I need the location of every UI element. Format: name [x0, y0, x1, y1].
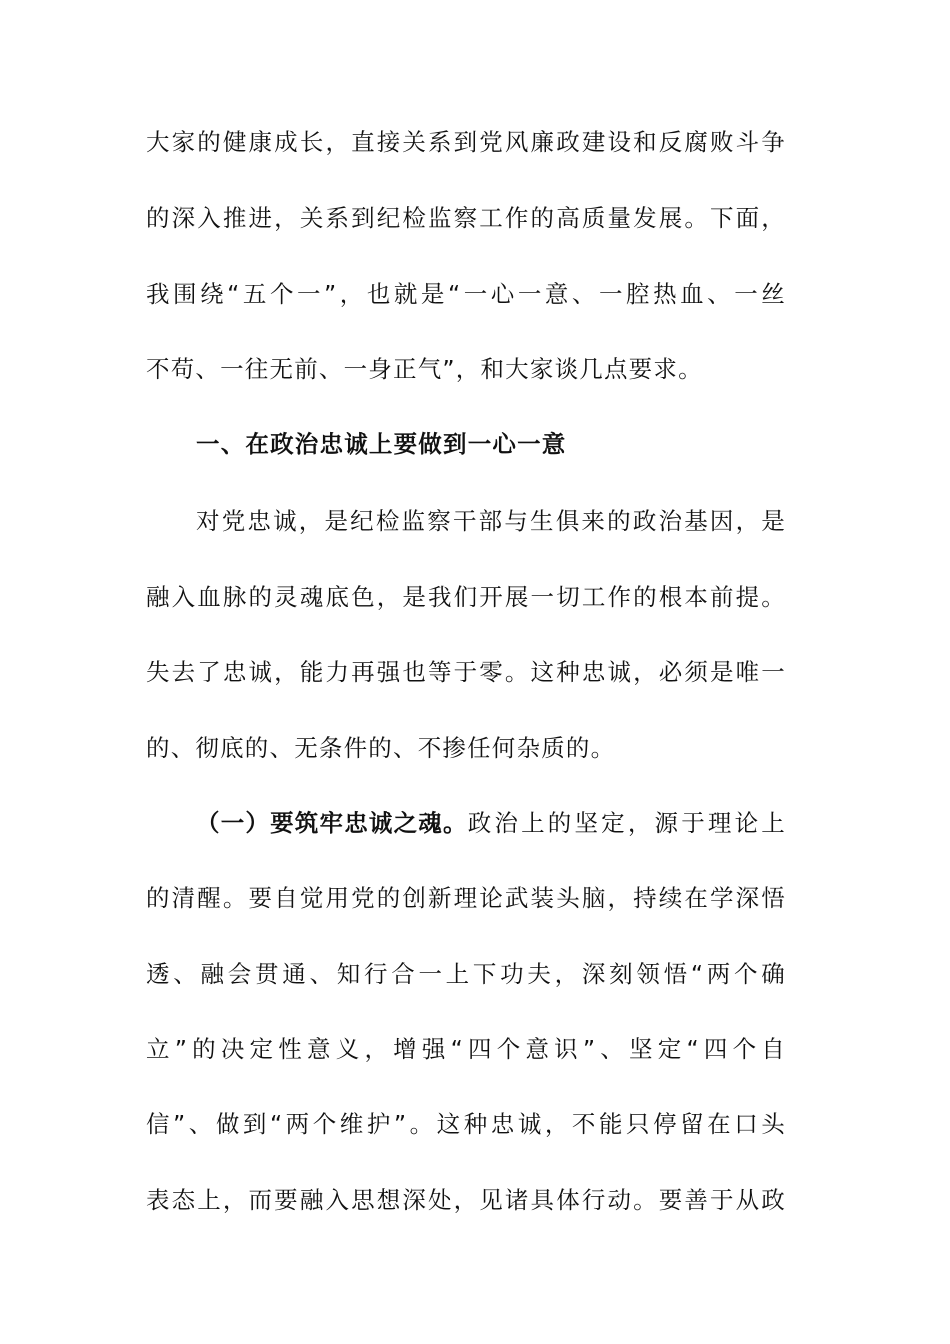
body-text-line: 的深入推进，关系到纪检监察工作的高质量发展。下面， [146, 204, 786, 232]
body-text-line: 融入血脉的灵魂底色，是我们开展一切工作的根本前提。 [146, 583, 786, 611]
body-text-line: 大家的健康成长，直接关系到党风廉政建设和反腐败斗争 [146, 128, 786, 156]
body-text-line: 的、彻底的、无条件的、不掺任何杂质的。 [146, 734, 616, 762]
body-text-line: 信”、做到“两个维护”。这种忠诚，不能只停留在口头 [146, 1110, 786, 1138]
body-text-line: 立”的决定性意义，增强“四个意识”、坚定“四个自 [146, 1035, 786, 1063]
body-text-line: 透、融会贯通、知行合一上下功夫，深刻领悟“两个确 [146, 960, 786, 988]
body-text-line: 失去了忠诚，能力再强也等于零。这种忠诚，必须是唯一 [146, 658, 786, 686]
body-text-span: 政治上的坚定，源于理论上 [467, 809, 786, 837]
subsection-heading: （一）要筑牢忠诚之魂。 [196, 809, 468, 837]
body-text-line: 我围绕“五个一”，也就是“一心一意、一腔热血、一丝 [146, 280, 786, 308]
section-heading: 一、在政治忠诚上要做到一心一意 [196, 430, 567, 458]
paragraph-first-line: 对党忠诚，是纪检监察干部与生俱来的政治基因，是 [196, 507, 786, 535]
body-text-line: 表态上，而要融入思想深处，见诸具体行动。要善于从政 [146, 1186, 786, 1214]
subsection-paragraph-line [196, 803, 786, 843]
body-text-line: 不苟、一往无前、一身正气”，和大家谈几点要求。 [146, 355, 703, 383]
body-text-line: 的清醒。要自觉用党的创新理论武装头脑，持续在学深悟 [146, 884, 786, 912]
